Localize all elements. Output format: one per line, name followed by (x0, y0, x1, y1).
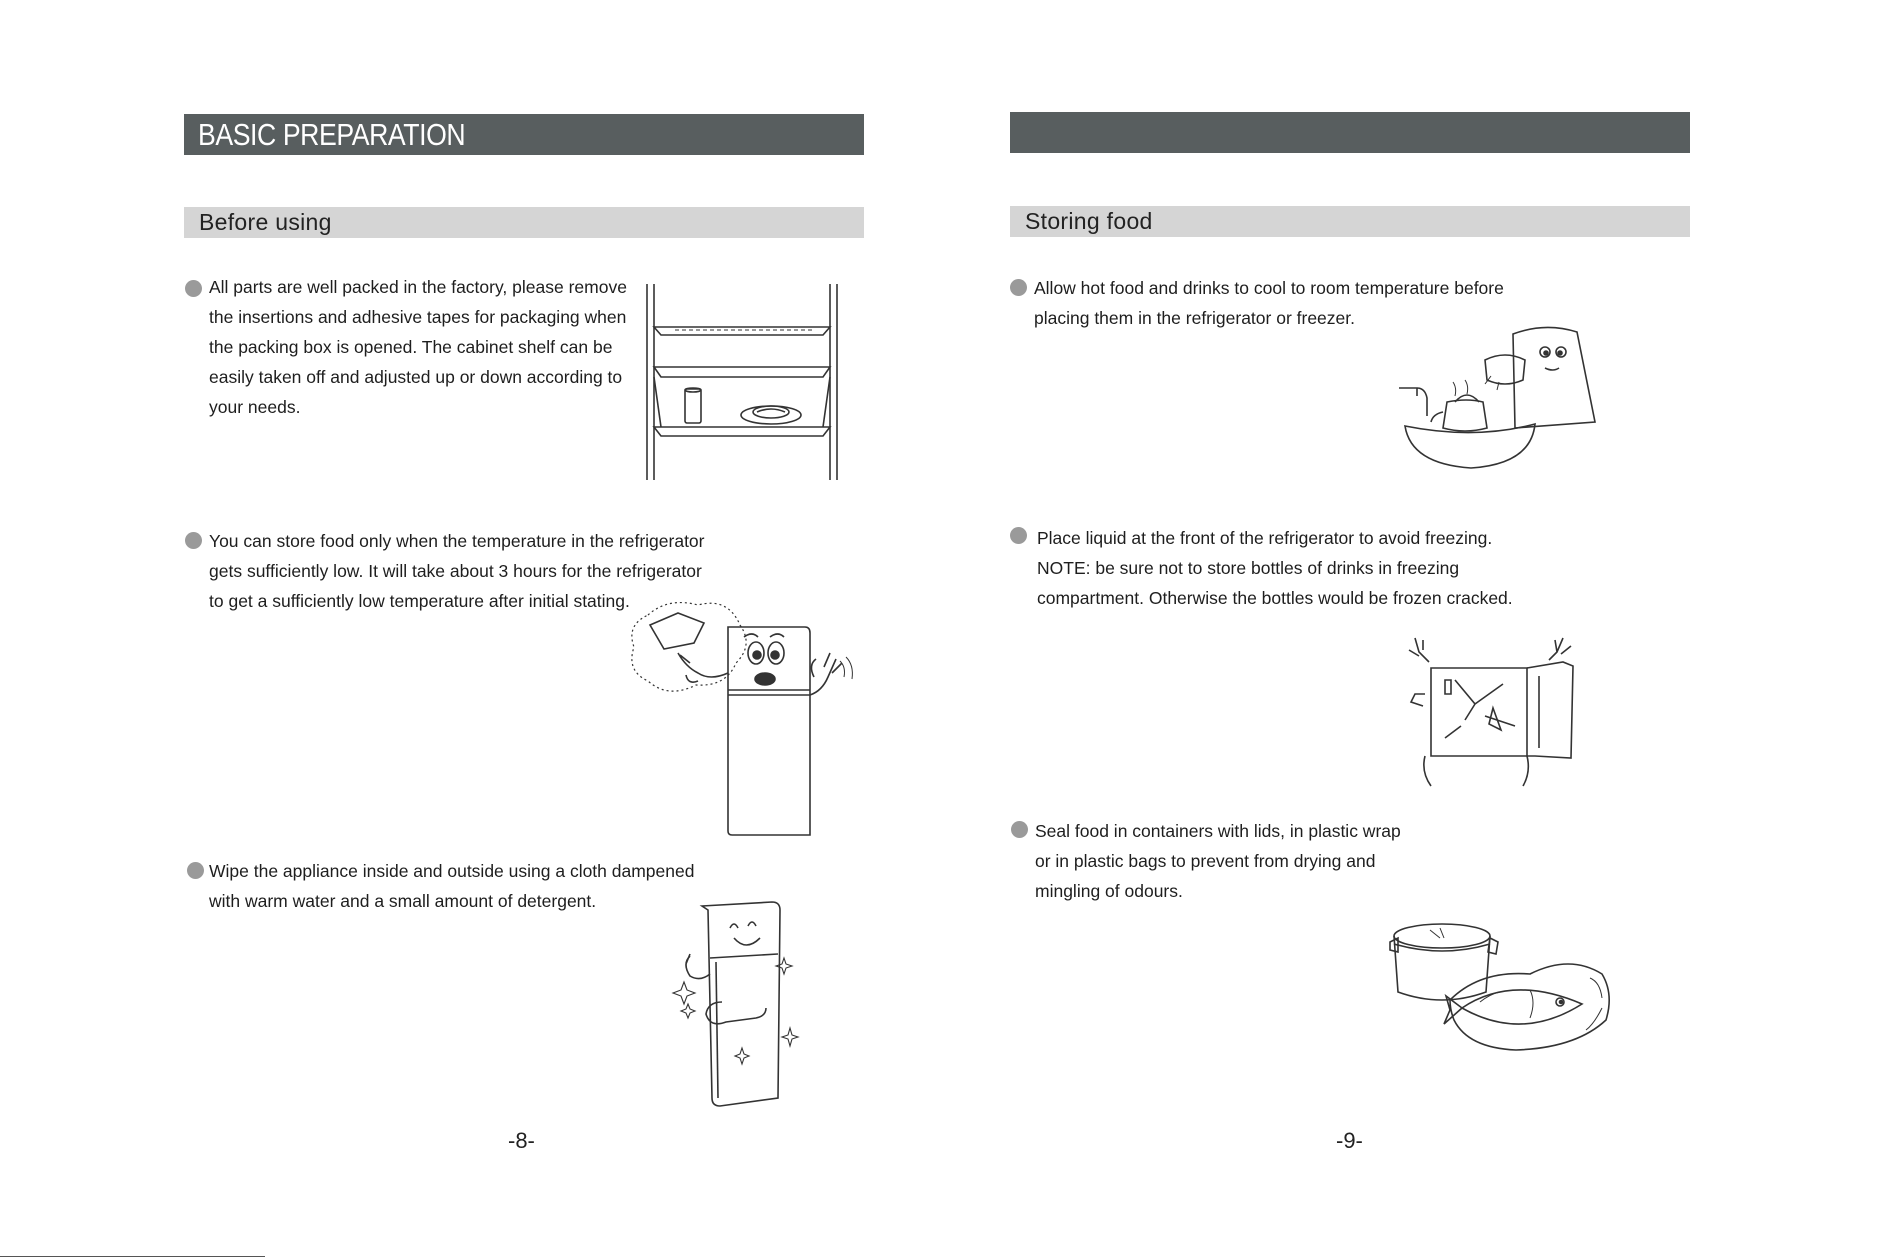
page-number: -9- (1336, 1128, 1363, 1153)
cooling-hot-food-illustration (1395, 322, 1600, 482)
bullet-icon (1010, 527, 1027, 544)
bullet-icon (185, 532, 202, 549)
sealed-container-illustration (1390, 920, 1615, 1060)
paragraph-line: the packing box is opened. The cabinet shelf can be (209, 337, 613, 357)
paragraph-line: the insertions and adhesive tapes for packaging when (209, 307, 627, 327)
page-number: -8- (508, 1128, 535, 1153)
subheading-title: Before using (199, 209, 332, 235)
paragraph-line: to get a sufficiently low temperature after initial stating. (209, 591, 630, 611)
section-subheading (184, 207, 864, 238)
banner-title: BASIC PREPARATION (198, 117, 466, 152)
instruction-paragraph (1037, 523, 1513, 613)
bullet-icon (1010, 279, 1027, 296)
instruction-paragraph (209, 272, 627, 422)
paragraph-line: your needs. (209, 397, 301, 417)
bottom-rule (0, 1256, 265, 1257)
paragraph-line: Seal food in containers with lids, in plastic wrap (1035, 821, 1401, 841)
paragraph-line: easily taken off and adjusted up or down according to (209, 367, 623, 387)
paragraph-line: with warm water and a small amount of detergent. (209, 891, 597, 911)
bullet-icon (187, 862, 204, 879)
cracked-bottle-freezer-illustration (1405, 636, 1580, 786)
paragraph-line: Place liquid at the front of the refrigerator to avoid freezing. (1037, 528, 1493, 548)
worried-refrigerator-illustration (628, 595, 848, 840)
paragraph-line: All parts are well packed in the factory, please remove (209, 277, 627, 297)
paragraph-line: or in plastic bags to prevent from drying and (1035, 851, 1376, 871)
section-subheading (1010, 206, 1690, 237)
paragraph-line: NOTE: be sure not to store bottles of drinks in freezing (1037, 558, 1460, 578)
paragraph-line: placing them in the refrigerator or freezer. (1034, 308, 1355, 328)
bullet-icon (185, 280, 202, 297)
instruction-paragraph (209, 856, 694, 916)
paragraph-line: Allow hot food and drinks to cool to room temperature before (1034, 278, 1504, 298)
paragraph-line: You can store food only when the temperature in the refrigerator (209, 531, 705, 551)
subheading-title: Storing food (1025, 208, 1153, 234)
paragraph-line: Wipe the appliance inside and outside using a cloth dampened (209, 861, 695, 881)
clean-refrigerator-illustration (672, 898, 802, 1108)
section-banner (184, 114, 864, 155)
refrigerator-shelves-illustration (645, 282, 840, 482)
paragraph-line: compartment. Otherwise the bottles would be frozen cracked. (1037, 588, 1513, 608)
paragraph-line: mingling of odours. (1035, 881, 1183, 901)
instruction-paragraph (1035, 816, 1401, 906)
bullet-icon (1011, 821, 1028, 838)
section-banner (1010, 112, 1690, 153)
paragraph-line: gets sufficiently low. It will take about 3 hours for the refrigerator (209, 561, 702, 581)
